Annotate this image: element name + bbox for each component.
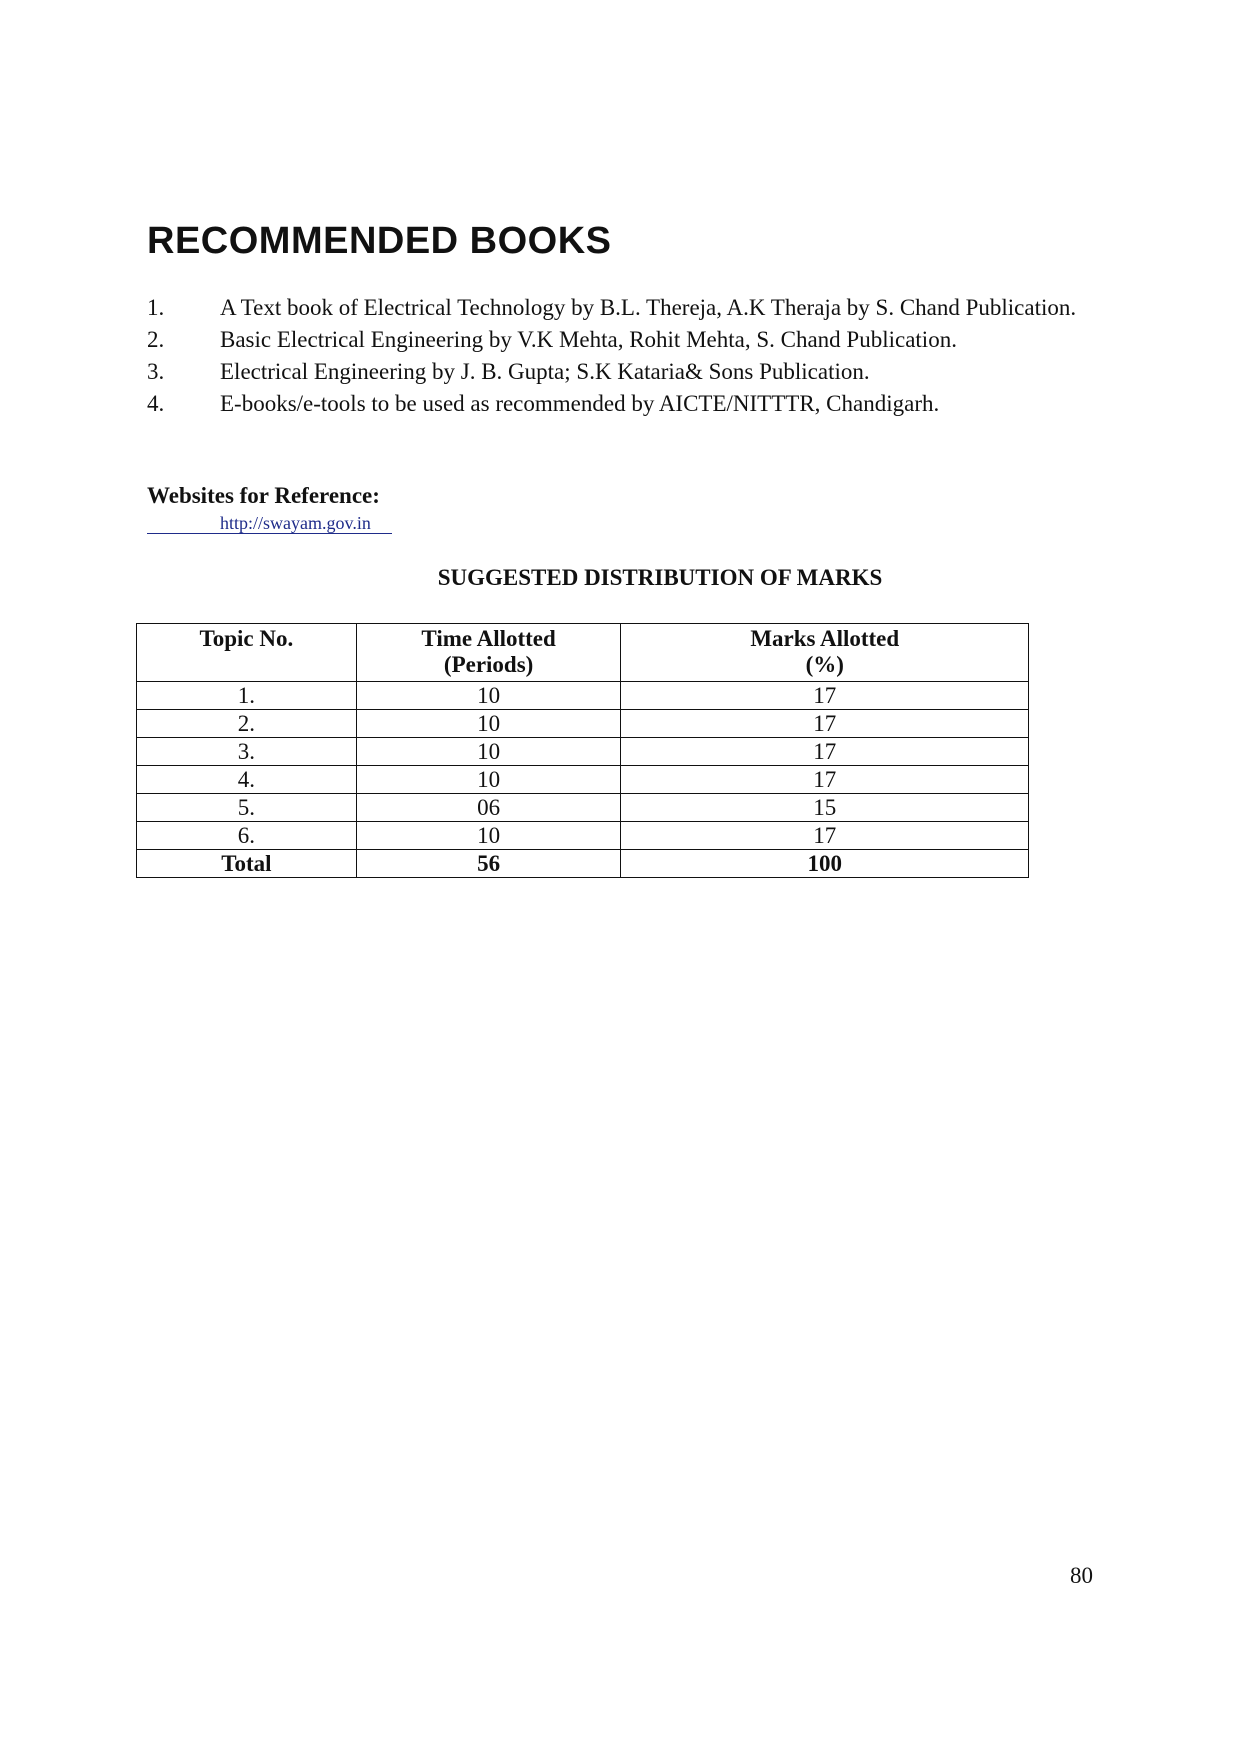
book-title: A Text book of Electrical Technology by B.L. Thereja, A.K Theraja by S. Chand Publication. (220, 295, 1077, 320)
table-row (137, 682, 1029, 710)
marks-distribution-table (136, 623, 1029, 878)
topic-cell: 2. (137, 710, 357, 738)
table-header-row (137, 624, 1029, 682)
table-total-row (137, 850, 1029, 878)
header-marks-allotted: Marks Allotted (%) (621, 624, 1029, 682)
header-time-allotted: Time Allotted (Periods) (356, 624, 621, 682)
table-row (137, 822, 1029, 850)
marks-cell: 17 (621, 766, 1029, 794)
total-time-cell: 56 (356, 850, 621, 878)
table-row (137, 710, 1029, 738)
book-item (147, 356, 1102, 388)
time-cell: 10 (356, 682, 621, 710)
time-cell: 10 (356, 738, 621, 766)
swayam-link[interactable]: http://swayam.gov.in (147, 513, 392, 534)
book-number: 3. (147, 359, 165, 384)
marks-cell: 17 (621, 738, 1029, 766)
page-title: RECOMMENDED BOOKS (147, 220, 612, 262)
topic-cell: 4. (137, 766, 357, 794)
book-title: Basic Electrical Engineering by V.K Mehta, Rohit Mehta, S. Chand Publication. (220, 327, 957, 352)
marks-cell: 17 (621, 710, 1029, 738)
websites-heading: Websites for Reference: (147, 483, 380, 508)
time-cell: 06 (356, 794, 621, 822)
total-marks-cell: 100 (621, 850, 1029, 878)
marks-cell: 17 (621, 682, 1029, 710)
book-number: 1. (147, 295, 165, 320)
book-item (147, 324, 1102, 356)
book-number: 4. (147, 391, 165, 416)
table-row (137, 794, 1029, 822)
total-label-cell: Total (137, 850, 357, 878)
book-item (147, 388, 1102, 420)
page-number: 80 (1070, 1563, 1093, 1588)
marks-cell: 15 (621, 794, 1029, 822)
recommended-books-list (147, 292, 1102, 420)
table-row (137, 766, 1029, 794)
header-topic-no: Topic No. (137, 624, 357, 682)
book-title: Electrical Engineering by J. B. Gupta; S.K Kataria& Sons Publication. (220, 359, 870, 384)
distribution-heading: SUGGESTED DISTRIBUTION OF MARKS (437, 565, 883, 590)
book-number: 2. (147, 327, 165, 352)
topic-cell: 3. (137, 738, 357, 766)
time-cell: 10 (356, 766, 621, 794)
time-cell: 10 (356, 822, 621, 850)
topic-cell: 6. (137, 822, 357, 850)
table-row (137, 738, 1029, 766)
book-item (147, 292, 1102, 324)
book-title: E-books/e-tools to be used as recommended by AICTE/NITTTR, Chandigarh. (220, 391, 940, 416)
topic-cell: 1. (137, 682, 357, 710)
topic-cell: 5. (137, 794, 357, 822)
marks-cell: 17 (621, 822, 1029, 850)
time-cell: 10 (356, 710, 621, 738)
